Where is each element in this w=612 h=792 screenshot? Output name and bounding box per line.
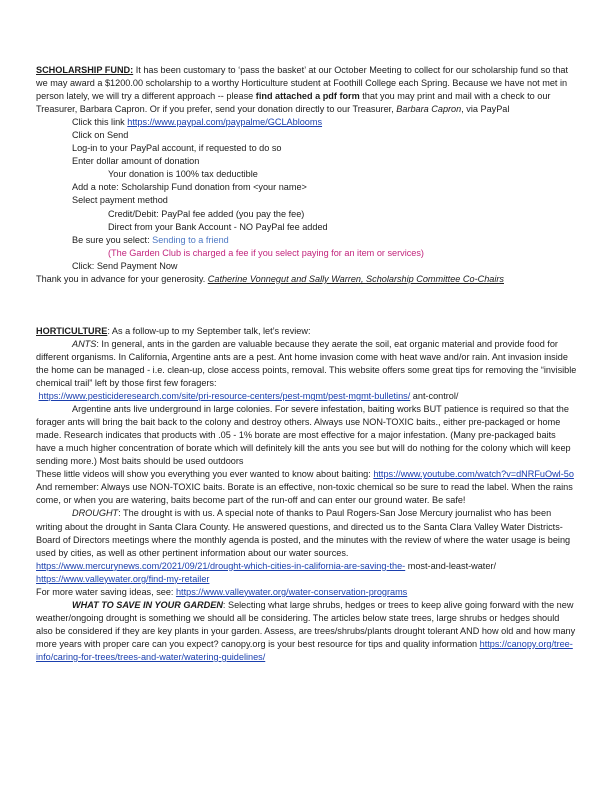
garden-club-fee-note: (The Garden Club is charged a fee if you select paying for an item or services) [108,247,424,258]
step-login: Log-in to your PayPal account, if requested to do so [72,143,282,154]
attached-form-note: find attached a pdf form [255,91,360,102]
youtube-link[interactable]: https://www.youtube.com/watch?v=dNRFuOwl-5o [373,469,574,480]
canopy-link[interactable]: https://canopy.org/tree-info/caring-for-trees/trees-and-water/watering-guidelines/ [36,638,573,662]
sending-to-friend-option: Sending to a friend [152,234,229,245]
valleywater-retailer-link[interactable]: https://www.valleywater.org/find-my-retailer [36,573,210,584]
mercury-news-link[interactable]: https://www.mercurynews.com/2021/09/21/drought-which-cities-in-california-are-saving-the- [36,560,406,571]
scholarship-heading: SCHOLARSHIP FUND: [36,65,134,75]
tax-deductible-note: Your donation is 100% tax deductible [108,169,258,180]
ants-link-line: https://www.pesticideresearch.com/site/pri-resource-centers/pest-mgmt/pest-mgmt-bulletins/ ant-control/ [38,391,459,402]
step-be-sure: Be sure you select: Sending to a friend [72,234,229,245]
section-spacer [36,286,578,325]
horticulture-section [36,325,578,664]
scholarship-intro: SCHOLARSHIP FUND: It has been customary to ‘pass the basket’ at our October Meeting to collect for our scholarship fund so that we may award a $1200.00 scholarship to a worthy Horticulture student at Foothill College each Spring. Because we have not met in person lately, we will try a different approach -- please find attached a pdf form that you may print and mail with a check to our Treasurer, Barbara Capron. Or if you prefer, send your donation directly to our Treasurer, Barbara Capron, via PayPal [36,65,569,115]
drought-label: DROUGHT [72,508,119,519]
baiting-videos-paragraph: These little videos will show you everything you ever wanted to know about baiting: https://www.youtube.com/watch?v=dNRFuOwl-5o And remember: Always use NON-TOXIC baits. Borate is an effective, non-toxic chemical so be sure to read the label. When the rains come, or when you are watering, baits become part of the run-off and can enter our ground water. Be safe! [36,469,574,506]
horticulture-intro: HORTICULTURE: As a follow-up to my September talk, let’s review: [36,325,311,336]
option-credit-debit: Credit/Debit: PayPal fee added (you pay the fee) [108,208,305,219]
drought-paragraph: DROUGHT: The drought is with us. A special note of thanks to Paul Rogers-San Jose Mercury journalist who has been writing about the drought in Santa Clara County. He answered questions, and directed us to the Santa Clara Valley Water Districts- Board of Directors meetings where the monthly agenda is posted, and the minutes with the review of where the water usage is being used by cities, as well as other pertinent information about our water sources. [36,508,571,558]
step-click-link: Click this link https://www.paypal.com/paypalme/GCLAblooms [72,117,323,128]
step-select-payment: Select payment method [72,195,168,206]
pesticide-research-link[interactable]: https://www.pesticideresearch.com/site/pri-resource-centers/pest-mgmt/pest-mgmt-bulletins/ [38,391,411,402]
argentine-ants-paragraph: Argentine ants live underground in large colonies. For severe infestation, baiting works BUT patience is required so that the forager ants will bring the bait back to the colony and destroy others. Always use NON-TOXIC baits., either pre-packaged or home made. Research indicates that products with .05 - 1% borate are most effective for a major infestation. (Many pre-packaged baits have a much higher concentration of borate which will definitely kill the ants you see but will do nothing for the colony which will keep sending more.) Most baits should be used outdoors [36,404,571,467]
step-send-payment: Click: Send Payment Now [72,260,178,271]
water-conservation-link[interactable]: https://www.valleywater.org/water-conservation-programs [175,586,408,597]
ants-paragraph: ANTS: In general, ants in the garden are valuable because they aerate the soil, eat organic material and provide food for different organisms. In California, Argentine ants are a pest. Ant home invasion come with heat wave and/or rain. Ant invasion inside the home can be managed - i.e. clean-up, close access points, removal. This website offers some great tips for removing the “invisible chemical trail” left by those first few foragers: [36,338,577,388]
step-enter-amount: Enter dollar amount of donation [72,156,200,167]
newsletter-page [36,64,578,664]
horticulture-heading: HORTICULTURE [36,325,108,336]
scholarship-section [36,64,578,286]
what-to-save-label: WHAT TO SAVE IN YOUR GARDEN [72,599,223,610]
step-add-note: Add a note: Scholarship Fund donation from <your name> [72,182,307,193]
ants-label: ANTS [72,338,97,349]
water-saving-line: For more water saving ideas, see: https://www.valleywater.org/water-conservation-programs [36,586,408,597]
paypal-link[interactable]: https://www.paypal.com/paypalme/GCLAblooms [127,117,323,128]
committee-signature: Catherine Vonnegut and Sally Warren, Scholarship Committee Co-Chairs [207,273,504,284]
scholarship-thanks: Thank you in advance for your generosity. Catherine Vonnegut and Sally Warren, Scholarship Committee Co-Chairs [36,273,504,284]
step-click-send: Click on Send [72,130,129,141]
retailer-link-line [36,573,578,586]
option-direct-bank: Direct from your Bank Account - NO PayPal fee added [108,221,328,232]
what-to-save-paragraph: WHAT TO SAVE IN YOUR GARDEN: Selecting what large shrubs, hedges or trees to keep alive going forward with the new weather/ongoing drought is something we should all be considering. The articles below state trees, large shrubs or hedges should also be considered if they are key plants in your garden. Assess, are trees/shrubs/plants drought tolerant AND how old and how many more years with proper care can you expect? canopy.org is your best resource for tips and quality information https://canopy.org/tree-info/caring-for-trees/trees-and-water/watering-guidelines/ [36,599,576,662]
mercury-link-line: https://www.mercurynews.com/2021/09/21/drought-which-cities-in-california-are-saving-the- most-and-least-water/ [36,560,496,571]
treasurer-name: Barbara Capron [396,104,462,115]
